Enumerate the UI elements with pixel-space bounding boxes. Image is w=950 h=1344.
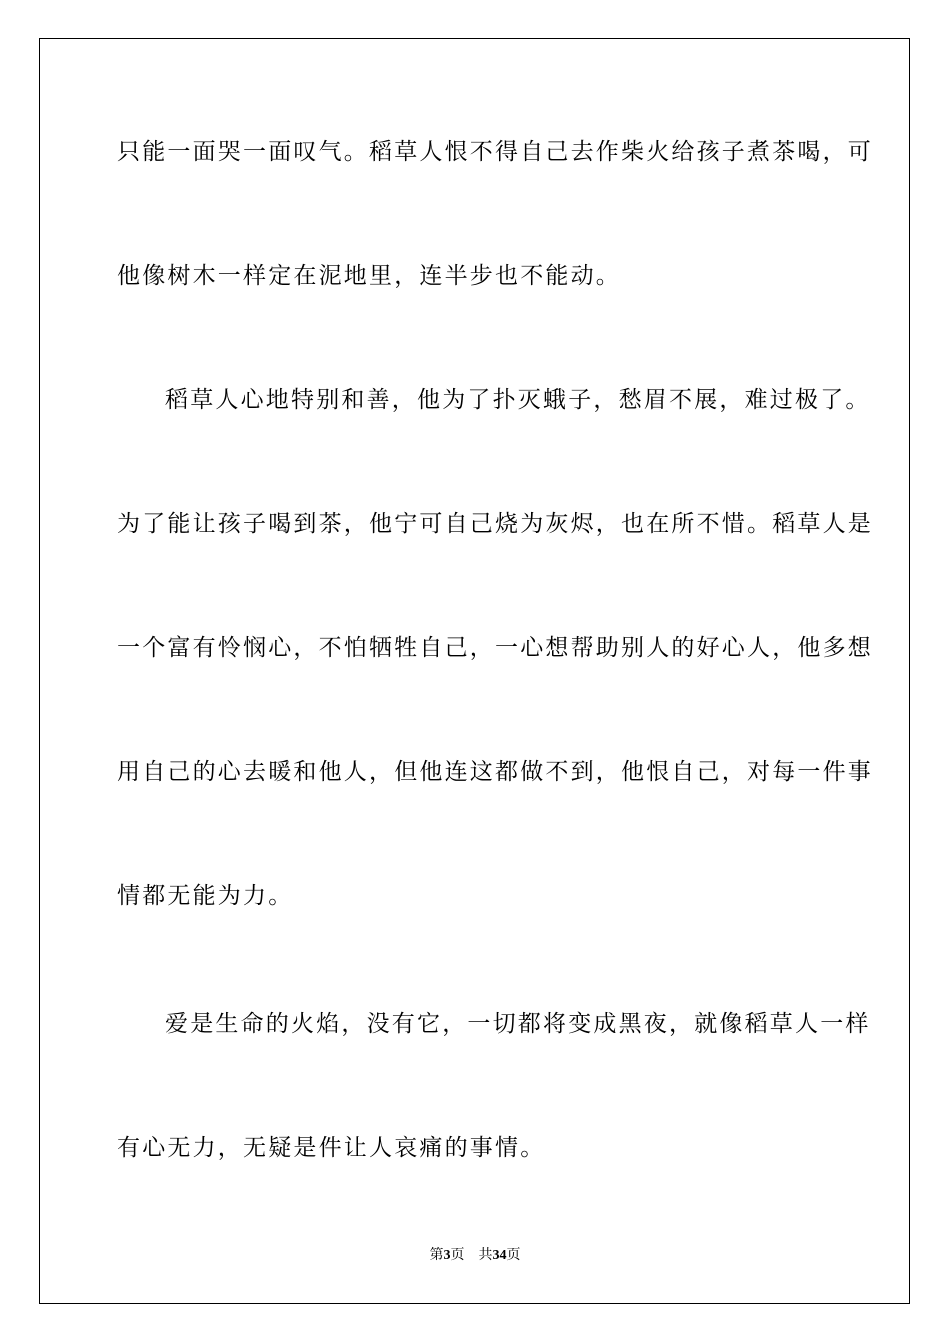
footer-total-suffix: 页 bbox=[506, 1248, 521, 1263]
text-line-9: 有心无力，无疑是件让人哀痛的事情。 bbox=[117, 1135, 546, 1161]
text-line-4: 为了能让孩子喝到茶，他宁可自己烧为灰烬，也在所不惜。稻草人是 bbox=[117, 511, 873, 537]
footer-page-current: 3 bbox=[443, 1248, 451, 1263]
text-line-7: 情都无能为力。 bbox=[117, 883, 294, 909]
text-line-1: 只能一面哭一面叹气。稻草人恨不得自己去作柴火给孩子煮茶喝，可 bbox=[117, 139, 873, 165]
text-line-2: 他像树木一样定在泥地里，连半步也不能动。 bbox=[117, 263, 621, 289]
page-footer bbox=[0, 1247, 950, 1265]
footer-total-prefix: 共 bbox=[478, 1248, 493, 1263]
footer-page-prefix: 第 bbox=[429, 1248, 444, 1263]
text-line-8: 爱是生命的火焰，没有它，一切都将变成黑夜，就像稻草人一样 bbox=[165, 1011, 871, 1037]
page-border bbox=[39, 38, 910, 1304]
text-line-3: 稻草人心地特别和善，他为了扑灭蛾子，愁眉不展，难过极了。 bbox=[165, 387, 871, 413]
text-line-5: 一个富有怜悯心，不怕牺牲自己，一心想帮助别人的好心人，他多想 bbox=[117, 635, 873, 661]
footer-page-suffix: 页 bbox=[450, 1248, 465, 1263]
text-line-6: 用自己的心去暖和他人，但他连这都做不到，他恨自己，对每一件事 bbox=[117, 759, 873, 785]
footer-page-total: 34 bbox=[492, 1248, 507, 1263]
